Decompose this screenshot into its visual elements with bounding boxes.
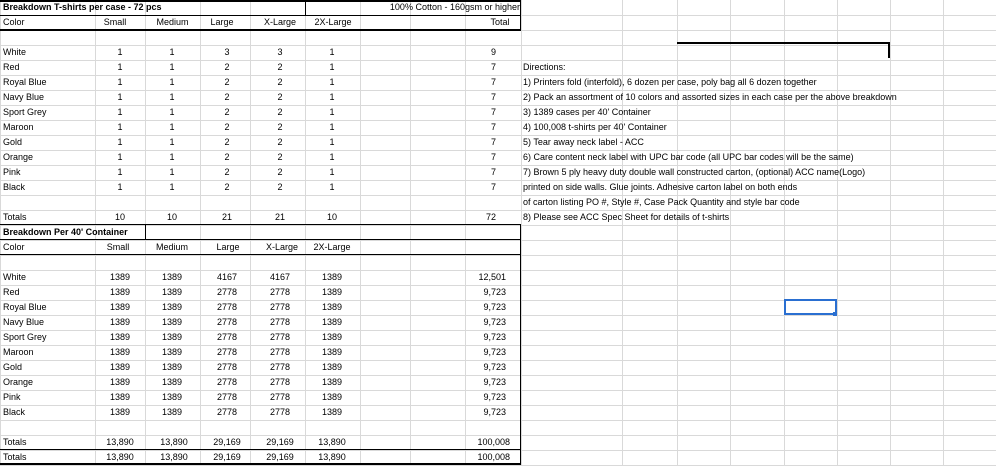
table2-cell: 2778: [269, 317, 291, 327]
table2-color-label: Orange: [3, 377, 34, 387]
table2-cell: 9,723: [483, 407, 506, 417]
table1-cell: 2: [224, 77, 230, 87]
table2-cell: 2778: [269, 287, 291, 297]
directions-line: 4) 100,008 t-shirts per 40' Container: [523, 122, 667, 132]
table2-cell: 4167: [216, 272, 238, 282]
table1-cell: 1: [117, 107, 123, 117]
table2-total-cell: 13,890: [160, 437, 188, 447]
table1-cell: 7: [490, 167, 496, 177]
table2-color-label: Navy Blue: [3, 317, 45, 327]
table1-cell: 1: [117, 77, 123, 87]
table2-color-label: Sport Grey: [3, 332, 47, 342]
table1-color-label: Navy Blue: [3, 92, 45, 102]
table2-header-large: Large: [216, 242, 240, 252]
table2-header-medium: Medium: [155, 242, 188, 252]
table2-cell: 2778: [216, 392, 238, 402]
table2-cell: 1389: [321, 347, 343, 357]
table2-title: Breakdown Per 40' Container: [3, 227, 128, 237]
table1-cell: 2: [277, 122, 283, 132]
table2-cell: 2778: [216, 287, 238, 297]
table2-cell: 2778: [216, 302, 238, 312]
table1-cell: 9: [490, 47, 496, 57]
table1-cell: 2: [224, 152, 230, 162]
table1-cell: 1: [169, 122, 175, 132]
table2-cell: 1389: [109, 332, 131, 342]
table2-cell: 2778: [269, 377, 291, 387]
directions-line: printed on side walls. Glue joints. Adhesive carton label on both ends: [523, 182, 798, 192]
table2-cell: 1389: [109, 302, 131, 312]
table1-cell: 1: [117, 182, 123, 192]
table1-cell: 1: [329, 107, 335, 117]
table1-cell: 2: [224, 137, 230, 147]
table2-color-label: White: [3, 272, 27, 282]
table2-cell: 1389: [109, 362, 131, 372]
table1-cell: 1: [169, 92, 175, 102]
cell-border-right: [888, 42, 890, 58]
table1-cell: 1: [329, 77, 335, 87]
table1-header-total: Total: [490, 17, 510, 27]
cell-border-line: [677, 42, 889, 44]
table2-cell: 1389: [161, 317, 183, 327]
fill-handle[interactable]: [833, 312, 837, 316]
table2-cell: 9,723: [483, 377, 506, 387]
table2-cell: 2778: [269, 302, 291, 312]
table1-cell: 7: [490, 92, 496, 102]
table2-cell: 1389: [109, 287, 131, 297]
table2-cell: 1389: [161, 302, 183, 312]
table2-cell: 9,723: [483, 332, 506, 342]
table1-title: Breakdown T-shirts per case - 72 pcs: [3, 2, 162, 12]
table1-total-cell: 21: [274, 212, 285, 222]
table1-cell: 3: [224, 47, 230, 57]
table1-header-x-large: X-Large: [263, 17, 297, 27]
directions-line: 8) Please see ACC Spec Sheet for details of t-shirts: [523, 212, 730, 222]
table1-total-cell: 10: [114, 212, 125, 222]
table2-cell: 1389: [321, 407, 343, 417]
table1-cell: 2: [224, 62, 230, 72]
table1-cell: 1: [329, 62, 335, 72]
table2-color-label: Royal Blue: [3, 302, 47, 312]
table2-total-cell: 13,890: [106, 452, 134, 462]
table1-header-color: Color: [3, 17, 25, 27]
table1-cell: 2: [224, 167, 230, 177]
table2-cell: 1389: [161, 272, 183, 282]
table1-cell: 1: [169, 182, 175, 192]
table2-cell: 1389: [321, 332, 343, 342]
table1-total-cell: 10: [166, 212, 177, 222]
table2-cell: 2778: [269, 347, 291, 357]
table2-cell: 12,501: [478, 272, 506, 282]
table1-cell: 2: [277, 167, 283, 177]
table1-cell: 2: [277, 107, 283, 117]
table1-cell: 1: [117, 62, 123, 72]
table2-title-right-border: [145, 224, 146, 240]
table1-color-label: Maroon: [3, 122, 34, 132]
table1-cell: 2: [224, 122, 230, 132]
table1-cell: 1: [117, 47, 123, 57]
table2-total-cell: 13,890: [106, 437, 134, 447]
table1-cell: 1: [117, 92, 123, 102]
table2-total-cell: 29,169: [266, 452, 294, 462]
table1-divider-material: [305, 0, 306, 15]
table1-total-cell: 21: [221, 212, 232, 222]
table2-cell: 1389: [321, 302, 343, 312]
table1-cell: 2: [224, 182, 230, 192]
table1-color-label: Red: [3, 62, 20, 72]
table1-cell: 1: [329, 92, 335, 102]
table2-cell: 1389: [161, 347, 183, 357]
table2-cell: 1389: [321, 272, 343, 282]
table2-total-cell: 29,169: [266, 437, 294, 447]
table1-cell: 2: [277, 152, 283, 162]
table2-cell: 2778: [216, 347, 238, 357]
table2-total-cell: 100,008: [477, 452, 510, 462]
table2-header-2x-large: 2X-Large: [313, 242, 351, 252]
directions-line: 6) Care content neck label with UPC bar code (all UPC bar codes will be the same): [523, 152, 854, 162]
table2-cell: 1389: [109, 407, 131, 417]
table2-total-cell: 100,008: [477, 437, 510, 447]
table1-cell: 2: [277, 137, 283, 147]
table2-cell: 1389: [161, 332, 183, 342]
table1-material: 100% Cotton - 160gsm or higher: [389, 2, 520, 12]
table2-color-label: Gold: [3, 362, 23, 372]
table2-cell: 4167: [269, 272, 291, 282]
table2-cell: 1389: [109, 317, 131, 327]
table2-header-x-large: X-Large: [265, 242, 299, 252]
table2-cell: 1389: [321, 377, 343, 387]
table1-cell: 2: [224, 92, 230, 102]
table1-cell: 1: [329, 152, 335, 162]
table2-cell: 9,723: [483, 362, 506, 372]
table1-cell: 1: [169, 152, 175, 162]
table1-cell: 2: [277, 182, 283, 192]
table1-total-cell: 72: [485, 212, 496, 222]
table2-cell: 2778: [269, 407, 291, 417]
table1-cell: 1: [169, 107, 175, 117]
table2-cell: 1389: [321, 287, 343, 297]
table1-header-2x-large: 2X-Large: [314, 17, 352, 27]
table1-cell: 7: [490, 137, 496, 147]
table2-total-cell: 13,890: [318, 437, 346, 447]
table1-totals-label: Totals: [3, 212, 27, 222]
table1-cell: 1: [117, 122, 123, 132]
table2-color-label: Pink: [3, 392, 21, 402]
table2-cell: 1389: [109, 272, 131, 282]
table1-color-label: Gold: [3, 137, 23, 147]
table2-cell: 1389: [109, 392, 131, 402]
table1-cell: 1: [329, 137, 335, 147]
table1-color-label: Orange: [3, 152, 34, 162]
table1-cell: 3: [277, 47, 283, 57]
table1-cell: 2: [277, 92, 283, 102]
table2-totals-label: Totals: [3, 452, 27, 462]
table1-cell: 1: [117, 152, 123, 162]
table1-header-large: Large: [210, 17, 234, 27]
selected-cell[interactable]: [784, 299, 837, 315]
table2-cell: 1389: [161, 392, 183, 402]
table1-color-label: Sport Grey: [3, 107, 47, 117]
directions-line: of carton listing PO #, Style #, Case Pack Quantity and style bar code: [523, 197, 800, 207]
table1-header-medium: Medium: [156, 17, 189, 27]
table2-cell: 1389: [161, 377, 183, 387]
table2-total-cell: 29,169: [213, 452, 241, 462]
table2-header-small: Small: [106, 242, 130, 252]
table2-cell: 9,723: [483, 347, 506, 357]
table1-cell: 1: [329, 182, 335, 192]
table2-cell: 1389: [161, 362, 183, 372]
table1-cell: 2: [224, 107, 230, 117]
directions-line: 1) Printers fold (interfold), 6 dozen per case, poly bag all 6 dozen together: [523, 77, 817, 87]
table1-cell: 1: [169, 77, 175, 87]
directions-line: 2) Pack an assortment of 10 colors and assorted sizes in each case per the above breakdown: [523, 92, 897, 102]
table1-color-label: Royal Blue: [3, 77, 47, 87]
table2-cell: 2778: [269, 392, 291, 402]
directions-heading: Directions:: [523, 62, 566, 72]
table2-totals-separator: [0, 449, 521, 450]
table2-cell: 2778: [216, 362, 238, 372]
table2-cell: 2778: [216, 377, 238, 387]
table2-color-label: Black: [3, 407, 26, 417]
table2-cell: 2778: [269, 332, 291, 342]
table2-cell: 1389: [109, 347, 131, 357]
table2-header-color: Color: [3, 242, 25, 252]
table2-color-label: Red: [3, 287, 20, 297]
table2-cell: 9,723: [483, 287, 506, 297]
table2-cell: 1389: [321, 362, 343, 372]
table1-top-border: [0, 0, 521, 2]
table1-cell: 1: [329, 167, 335, 177]
table2-cell: 1389: [321, 392, 343, 402]
table1-color-label: White: [3, 47, 27, 57]
table2-total-cell: 29,169: [213, 437, 241, 447]
table1-cell: 7: [490, 122, 496, 132]
table1-cell: 1: [169, 62, 175, 72]
table1-cell: 1: [117, 167, 123, 177]
table1-cell: 7: [490, 77, 496, 87]
table1-cell: 7: [490, 152, 496, 162]
table1-cell: 2: [277, 77, 283, 87]
table2-cell: 9,723: [483, 302, 506, 312]
table2-cell: 1389: [321, 317, 343, 327]
table1-color-label: Black: [3, 182, 26, 192]
table2-totals-label: Totals: [3, 437, 27, 447]
table2-cell: 2778: [216, 317, 238, 327]
table2-color-label: Maroon: [3, 347, 34, 357]
table1-cell: 1: [329, 122, 335, 132]
table1-cell: 1: [329, 47, 335, 57]
table2-cell: 2778: [216, 407, 238, 417]
directions-line: 3) 1389 cases per 40' Container: [523, 107, 651, 117]
table1-cell: 1: [117, 137, 123, 147]
table2-cell: 1389: [109, 377, 131, 387]
table2-total-cell: 13,890: [160, 452, 188, 462]
directions-line: 5) Tear away neck label - ACC: [523, 137, 644, 147]
table1-cell: 1: [169, 47, 175, 57]
table1-color-label: Pink: [3, 167, 21, 177]
table2-cell: 1389: [161, 407, 183, 417]
table2-bottom-border: [0, 463, 521, 465]
table2-cell: 9,723: [483, 317, 506, 327]
table2-cell: 2778: [269, 362, 291, 372]
table1-total-cell: 10: [326, 212, 337, 222]
table1-cell: 2: [277, 62, 283, 72]
table2-cell: 2778: [216, 332, 238, 342]
table2-cell: 1389: [161, 287, 183, 297]
table2-total-cell: 13,890: [318, 452, 346, 462]
table1-header-small: Small: [103, 17, 127, 27]
table1-cell: 7: [490, 62, 496, 72]
table1-cell: 7: [490, 182, 496, 192]
table1-cell: 7: [490, 107, 496, 117]
table1-cell: 1: [169, 167, 175, 177]
table2-right-border: [520, 224, 521, 465]
table1-cell: 1: [169, 137, 175, 147]
table2-cell: 9,723: [483, 392, 506, 402]
directions-line: 7) Brown 5 ply heavy duty double wall constructed carton, (optional) ACC name(Logo): [523, 167, 866, 177]
